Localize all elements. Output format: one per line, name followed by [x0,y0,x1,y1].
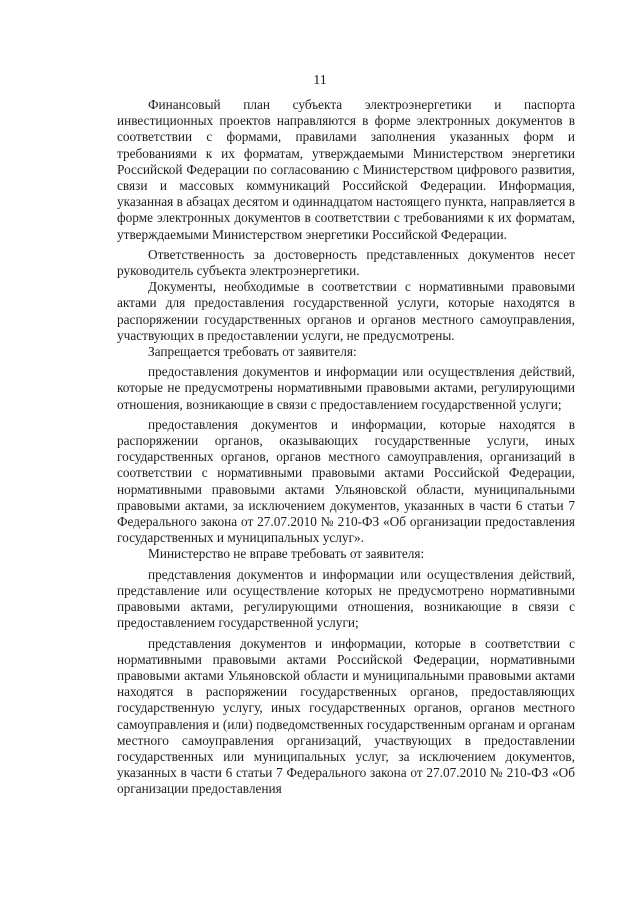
paragraph-ministry-item-1: представления документов и информации или осуществления действий, представление или осуществление которых не предусмотрено нормативными правовыми актами, регулирующими отношения, возникающие в связи с предоставлением государственной услуги; [117,566,575,631]
page-number: 11 [313,73,327,88]
paragraph-ministry-heading: Министерство не вправе требовать от заявителя: [148,546,425,562]
paragraph-prohibited-item-2: предоставления документов и информации, которые находятся в распоряжении органов, оказывающих государственные услуги, иных государственных органов, органов местного самоуправления, организаций в соответствии с нормативными правовыми актами Российской Федерации, нормативными правовыми актами Ульяновской области, муниципальными правовыми актами, за исключением документов, указанных в части 6 статьи 7 Федерального закона от 27.07.2010 № 210-ФЗ «Об организации предоставления государственных и муниципальных услуг». [117,416,575,546]
paragraph-responsibility: Ответственность за достоверность представленных документов несет руководитель субъекта электроэнергетики. [117,246,575,279]
document-body [117,97,575,798]
paragraph-prohibited-item-1: предоставления документов и информации или осуществления действий, которые не предусмотрены нормативными правовыми актами, регулирующими отношения, возникающие в связи с предоставлением государственной услуги; [117,364,575,412]
paragraph-required-documents: Документы, необходимые в соответствии с нормативными правовыми актами для предоставления государственной услуги, которые находятся в распоряжении государственных органов и органов местного самоуправления, участвующих в предоставлении услуги, не предусмотрены. [117,279,575,343]
paragraph-prohibited-heading: Запрещается требовать от заявителя: [148,344,357,360]
paragraph-financial-plan: Финансовый план субъекта электроэнергетики и паспорта инвестиционных проектов направляются в форме электронных документов в соответствии с формами, правилами заполнения указанных форм и требованиями к их форматам, утверждаемыми Министерством энергетики Российской Федерации по согласованию с Министерством цифрового развития, связи и массовых коммуникаций Российской Федерации. Информация, указанная в абзацах десятом и одиннадцатом настоящего пункта, направляется в форме электронных документов в соответствии с требованиями к их форматам, утверждаемыми Министерством энергетики Российской Федерации. [117,97,575,242]
paragraph-ministry-item-2: представления документов и информации, которые в соответствии с нормативными правовыми актами Российской Федерации, нормативными правовыми актами Ульяновской области и муниципальными правовыми актами находятся в распоряжении государственных органов, предоставляющих государственную услугу, иных государственных органов, органов местного самоуправления и (или) подведомственных государственным органам и органам местного самоуправления организаций, участвующих в предоставлении государственных или муниципальных услуг, за исключением документов, указанных в части 6 статьи 7 Федерального закона от 27.07.2010 № 210-ФЗ «Об организации предоставления [117,635,575,797]
